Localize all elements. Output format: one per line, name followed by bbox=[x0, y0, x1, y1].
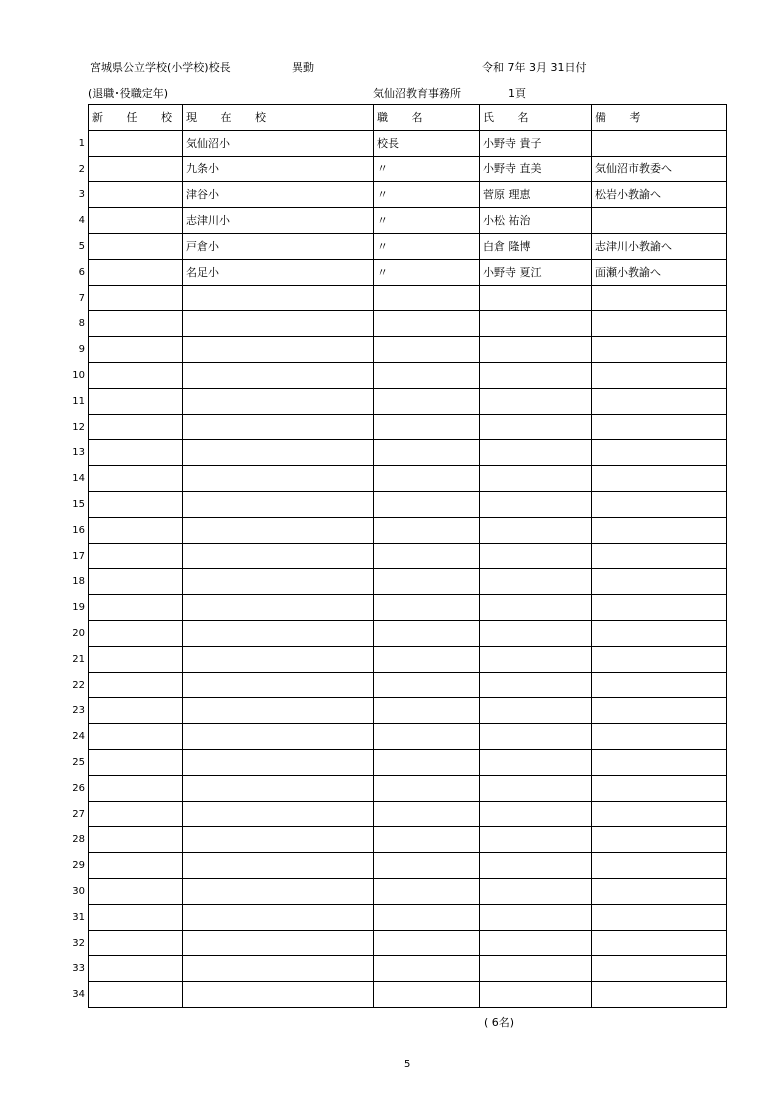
cell-current-school bbox=[183, 827, 374, 853]
row-number: 33 bbox=[72, 963, 85, 975]
cell-position bbox=[374, 414, 480, 440]
table-row bbox=[89, 827, 727, 853]
cell-new-school bbox=[89, 775, 183, 801]
cell-remarks bbox=[592, 440, 727, 466]
cell-current-school bbox=[183, 569, 374, 595]
personnel-table bbox=[88, 104, 727, 1008]
header-name: 氏 名 bbox=[480, 105, 592, 131]
cell-current-school bbox=[183, 517, 374, 543]
row-number: 2 bbox=[78, 163, 85, 175]
table-row bbox=[89, 414, 727, 440]
cell-current-school bbox=[183, 620, 374, 646]
cell-current-school bbox=[183, 982, 374, 1008]
table-row bbox=[89, 517, 727, 543]
cell-remarks bbox=[592, 930, 727, 956]
row-number: 17 bbox=[72, 550, 85, 562]
row-number: 30 bbox=[72, 885, 85, 897]
row-number: 3 bbox=[78, 189, 85, 201]
cell-name bbox=[480, 904, 592, 930]
document-title: 宮城県公立学校(小学校)校長 bbox=[90, 61, 231, 74]
table-row bbox=[89, 853, 727, 879]
cell-position bbox=[374, 620, 480, 646]
cell-new-school bbox=[89, 285, 183, 311]
cell-remarks bbox=[592, 414, 727, 440]
cell-position: 〃 bbox=[374, 182, 480, 208]
cell-position: 校長 bbox=[374, 130, 480, 156]
cell-name bbox=[480, 285, 592, 311]
cell-remarks bbox=[592, 543, 727, 569]
table-row bbox=[89, 440, 727, 466]
cell-name bbox=[480, 466, 592, 492]
row-number: 7 bbox=[78, 292, 85, 304]
row-number: 16 bbox=[72, 524, 85, 536]
cell-new-school bbox=[89, 130, 183, 156]
cell-current-school: 名足小 bbox=[183, 259, 374, 285]
cell-current-school bbox=[183, 337, 374, 363]
effective-date: 令和 7年 3月 31日付 bbox=[482, 61, 587, 74]
cell-new-school bbox=[89, 208, 183, 234]
cell-name bbox=[480, 878, 592, 904]
row-number: 4 bbox=[78, 215, 85, 227]
cell-name bbox=[480, 620, 592, 646]
cell-remarks bbox=[592, 698, 727, 724]
table-row bbox=[89, 646, 727, 672]
cell-remarks bbox=[592, 646, 727, 672]
cell-position bbox=[374, 672, 480, 698]
table-row bbox=[89, 672, 727, 698]
table-row bbox=[89, 569, 727, 595]
cell-name bbox=[480, 491, 592, 517]
table-row bbox=[89, 749, 727, 775]
cell-name bbox=[480, 311, 592, 337]
cell-remarks bbox=[592, 853, 727, 879]
cell-name bbox=[480, 517, 592, 543]
cell-new-school bbox=[89, 904, 183, 930]
cell-new-school bbox=[89, 543, 183, 569]
cell-new-school bbox=[89, 956, 183, 982]
cell-remarks bbox=[592, 130, 727, 156]
cell-remarks: 面瀬小教諭へ bbox=[592, 259, 727, 285]
cell-remarks bbox=[592, 801, 727, 827]
document-subtitle: (退職･役職定年) bbox=[88, 87, 169, 100]
cell-current-school bbox=[183, 904, 374, 930]
header-position: 職 名 bbox=[374, 105, 480, 131]
row-number: 1 bbox=[78, 137, 85, 149]
document-kind: 異動 bbox=[292, 61, 314, 74]
row-number: 14 bbox=[72, 473, 85, 485]
cell-position bbox=[374, 698, 480, 724]
cell-new-school bbox=[89, 388, 183, 414]
cell-remarks bbox=[592, 775, 727, 801]
cell-current-school: 戸倉小 bbox=[183, 233, 374, 259]
table-row bbox=[89, 362, 727, 388]
cell-remarks bbox=[592, 827, 727, 853]
table-row bbox=[89, 182, 727, 208]
cell-new-school bbox=[89, 827, 183, 853]
cell-name: 小野寺 夏江 bbox=[480, 259, 592, 285]
cell-remarks bbox=[592, 337, 727, 363]
cell-new-school bbox=[89, 259, 183, 285]
row-number-column bbox=[60, 131, 85, 1008]
table-row bbox=[89, 233, 727, 259]
cell-current-school bbox=[183, 311, 374, 337]
row-number: 10 bbox=[72, 369, 85, 381]
cell-current-school bbox=[183, 285, 374, 311]
table-row bbox=[89, 698, 727, 724]
total-count: ( 6名) bbox=[484, 1016, 515, 1029]
cell-new-school bbox=[89, 156, 183, 182]
cell-position bbox=[374, 311, 480, 337]
cell-position bbox=[374, 337, 480, 363]
cell-position bbox=[374, 878, 480, 904]
cell-name bbox=[480, 595, 592, 621]
cell-current-school bbox=[183, 724, 374, 750]
cell-new-school bbox=[89, 878, 183, 904]
cell-remarks bbox=[592, 208, 727, 234]
cell-position bbox=[374, 543, 480, 569]
row-number: 27 bbox=[72, 808, 85, 820]
cell-current-school: 志津川小 bbox=[183, 208, 374, 234]
cell-position bbox=[374, 827, 480, 853]
cell-new-school bbox=[89, 982, 183, 1008]
cell-new-school bbox=[89, 724, 183, 750]
cell-name: 小野寺 直美 bbox=[480, 156, 592, 182]
cell-name bbox=[480, 853, 592, 879]
cell-current-school bbox=[183, 646, 374, 672]
cell-new-school bbox=[89, 672, 183, 698]
cell-position bbox=[374, 956, 480, 982]
table-row bbox=[89, 904, 727, 930]
cell-name: 白倉 隆博 bbox=[480, 233, 592, 259]
cell-name bbox=[480, 724, 592, 750]
cell-name: 小松 祐治 bbox=[480, 208, 592, 234]
cell-current-school bbox=[183, 698, 374, 724]
cell-position bbox=[374, 595, 480, 621]
cell-new-school bbox=[89, 698, 183, 724]
row-number: 18 bbox=[72, 576, 85, 588]
cell-remarks: 気仙沼市教委へ bbox=[592, 156, 727, 182]
header-current-school: 現 在 校 bbox=[183, 105, 374, 131]
table-row bbox=[89, 130, 727, 156]
table-row bbox=[89, 595, 727, 621]
cell-position bbox=[374, 853, 480, 879]
cell-new-school bbox=[89, 801, 183, 827]
row-number: 12 bbox=[72, 421, 85, 433]
header-remarks: 備 考 bbox=[592, 105, 727, 131]
cell-remarks bbox=[592, 595, 727, 621]
table-row bbox=[89, 466, 727, 492]
cell-current-school bbox=[183, 801, 374, 827]
row-number: 15 bbox=[72, 498, 85, 510]
cell-position bbox=[374, 362, 480, 388]
cell-name bbox=[480, 440, 592, 466]
cell-new-school bbox=[89, 930, 183, 956]
row-number: 8 bbox=[78, 318, 85, 330]
cell-remarks bbox=[592, 982, 727, 1008]
cell-name bbox=[480, 749, 592, 775]
cell-current-school: 九条小 bbox=[183, 156, 374, 182]
cell-name bbox=[480, 775, 592, 801]
cell-current-school bbox=[183, 853, 374, 879]
table-row bbox=[89, 208, 727, 234]
cell-name bbox=[480, 388, 592, 414]
office-name: 気仙沼教育事務所 bbox=[373, 87, 461, 100]
cell-remarks bbox=[592, 285, 727, 311]
cell-remarks bbox=[592, 956, 727, 982]
row-number: 31 bbox=[72, 911, 85, 923]
cell-remarks bbox=[592, 724, 727, 750]
cell-new-school bbox=[89, 853, 183, 879]
table-row bbox=[89, 337, 727, 363]
cell-current-school bbox=[183, 388, 374, 414]
cell-name bbox=[480, 801, 592, 827]
row-number: 11 bbox=[72, 395, 85, 407]
cell-name bbox=[480, 646, 592, 672]
cell-name bbox=[480, 414, 592, 440]
cell-position bbox=[374, 491, 480, 517]
row-number: 6 bbox=[78, 266, 85, 278]
cell-name bbox=[480, 982, 592, 1008]
row-number: 22 bbox=[72, 679, 85, 691]
row-number: 20 bbox=[72, 627, 85, 639]
row-number: 5 bbox=[78, 240, 85, 252]
row-number: 34 bbox=[72, 989, 85, 1001]
table-row bbox=[89, 930, 727, 956]
cell-remarks bbox=[592, 904, 727, 930]
row-number: 25 bbox=[72, 756, 85, 768]
cell-position bbox=[374, 749, 480, 775]
cell-new-school bbox=[89, 466, 183, 492]
cell-new-school bbox=[89, 646, 183, 672]
row-number: 13 bbox=[72, 447, 85, 459]
row-number: 23 bbox=[72, 705, 85, 717]
cell-current-school bbox=[183, 749, 374, 775]
page-label: 1頁 bbox=[508, 87, 526, 100]
cell-new-school bbox=[89, 569, 183, 595]
table-row bbox=[89, 311, 727, 337]
cell-name bbox=[480, 672, 592, 698]
table-row bbox=[89, 801, 727, 827]
page-number: 5 bbox=[404, 1059, 411, 1070]
table-row bbox=[89, 724, 727, 750]
cell-current-school: 気仙沼小 bbox=[183, 130, 374, 156]
table-row bbox=[89, 156, 727, 182]
cell-name bbox=[480, 956, 592, 982]
cell-current-school bbox=[183, 595, 374, 621]
cell-remarks bbox=[592, 569, 727, 595]
cell-name bbox=[480, 337, 592, 363]
cell-current-school bbox=[183, 775, 374, 801]
cell-name bbox=[480, 569, 592, 595]
table-row bbox=[89, 388, 727, 414]
table-row bbox=[89, 259, 727, 285]
cell-position bbox=[374, 775, 480, 801]
table-row bbox=[89, 982, 727, 1008]
table-row bbox=[89, 543, 727, 569]
cell-position: 〃 bbox=[374, 259, 480, 285]
cell-current-school bbox=[183, 878, 374, 904]
cell-position bbox=[374, 982, 480, 1008]
cell-new-school bbox=[89, 595, 183, 621]
row-number: 26 bbox=[72, 782, 85, 794]
table-row bbox=[89, 285, 727, 311]
table-header-row bbox=[89, 105, 727, 131]
cell-name bbox=[480, 930, 592, 956]
row-number: 29 bbox=[72, 860, 85, 872]
cell-remarks bbox=[592, 466, 727, 492]
cell-remarks bbox=[592, 620, 727, 646]
cell-position: 〃 bbox=[374, 156, 480, 182]
cell-name: 小野寺 貴子 bbox=[480, 130, 592, 156]
cell-current-school bbox=[183, 362, 374, 388]
cell-current-school bbox=[183, 440, 374, 466]
cell-name bbox=[480, 698, 592, 724]
cell-new-school bbox=[89, 440, 183, 466]
cell-new-school bbox=[89, 491, 183, 517]
cell-current-school bbox=[183, 543, 374, 569]
row-number: 21 bbox=[72, 653, 85, 665]
cell-new-school bbox=[89, 337, 183, 363]
cell-name bbox=[480, 362, 592, 388]
row-number: 9 bbox=[78, 344, 85, 356]
cell-position: 〃 bbox=[374, 233, 480, 259]
cell-remarks: 志津川小教諭へ bbox=[592, 233, 727, 259]
cell-new-school bbox=[89, 233, 183, 259]
cell-new-school bbox=[89, 182, 183, 208]
row-number: 24 bbox=[72, 731, 85, 743]
cell-remarks bbox=[592, 672, 727, 698]
cell-remarks: 松岩小教諭へ bbox=[592, 182, 727, 208]
cell-remarks bbox=[592, 362, 727, 388]
cell-new-school bbox=[89, 311, 183, 337]
cell-remarks bbox=[592, 517, 727, 543]
cell-position bbox=[374, 466, 480, 492]
cell-position bbox=[374, 801, 480, 827]
cell-position bbox=[374, 569, 480, 595]
cell-position: 〃 bbox=[374, 208, 480, 234]
cell-current-school bbox=[183, 956, 374, 982]
cell-new-school bbox=[89, 517, 183, 543]
cell-position bbox=[374, 930, 480, 956]
table-row bbox=[89, 878, 727, 904]
cell-position bbox=[374, 904, 480, 930]
cell-current-school bbox=[183, 930, 374, 956]
cell-remarks bbox=[592, 491, 727, 517]
cell-new-school bbox=[89, 414, 183, 440]
row-number: 19 bbox=[72, 602, 85, 614]
cell-remarks bbox=[592, 749, 727, 775]
table-row bbox=[89, 956, 727, 982]
cell-current-school bbox=[183, 414, 374, 440]
cell-current-school bbox=[183, 491, 374, 517]
cell-remarks bbox=[592, 878, 727, 904]
cell-position bbox=[374, 724, 480, 750]
cell-name bbox=[480, 827, 592, 853]
cell-new-school bbox=[89, 749, 183, 775]
cell-current-school bbox=[183, 466, 374, 492]
cell-position bbox=[374, 285, 480, 311]
table-row bbox=[89, 775, 727, 801]
table-row bbox=[89, 620, 727, 646]
cell-remarks bbox=[592, 311, 727, 337]
cell-remarks bbox=[592, 388, 727, 414]
cell-new-school bbox=[89, 620, 183, 646]
header-new-school: 新 任 校 bbox=[89, 105, 183, 131]
cell-new-school bbox=[89, 362, 183, 388]
cell-position bbox=[374, 440, 480, 466]
cell-position bbox=[374, 517, 480, 543]
cell-name bbox=[480, 543, 592, 569]
cell-current-school: 津谷小 bbox=[183, 182, 374, 208]
cell-position bbox=[374, 388, 480, 414]
table-row bbox=[89, 491, 727, 517]
cell-position bbox=[374, 646, 480, 672]
cell-name: 菅原 理恵 bbox=[480, 182, 592, 208]
row-number: 32 bbox=[72, 937, 85, 949]
row-number: 28 bbox=[72, 834, 85, 846]
cell-current-school bbox=[183, 672, 374, 698]
